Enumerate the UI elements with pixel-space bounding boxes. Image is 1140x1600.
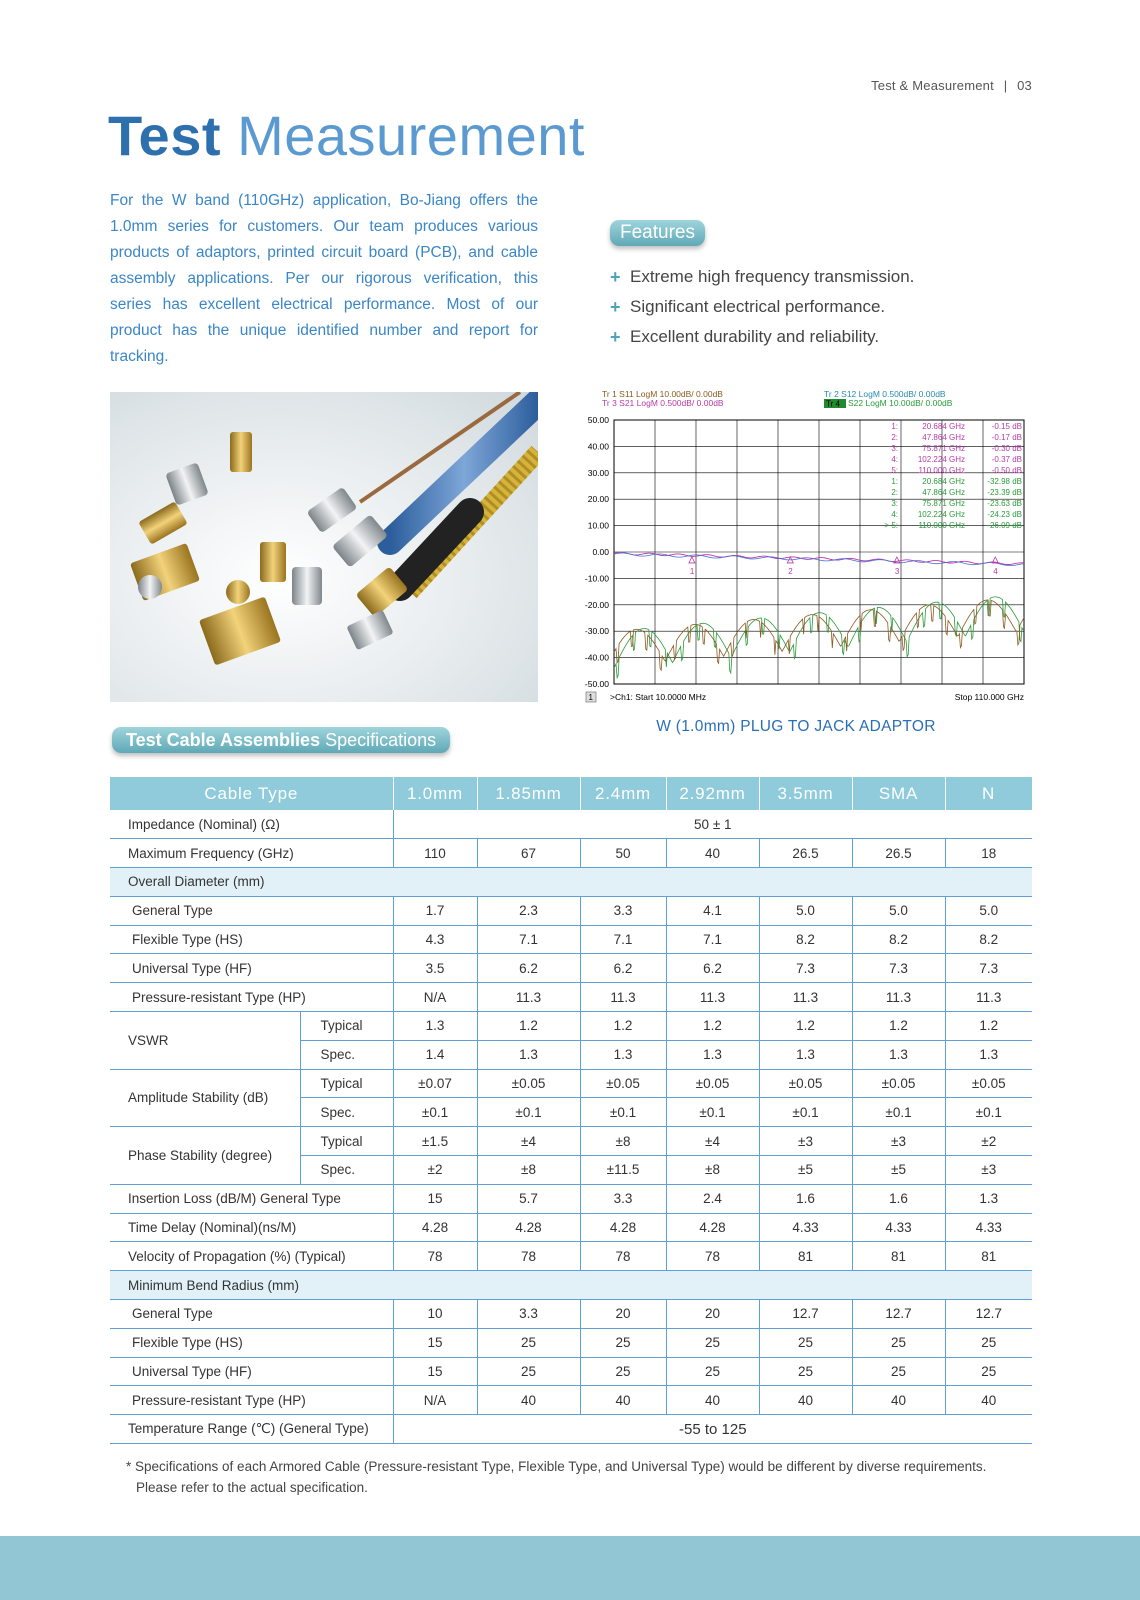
y-tick-label: 40.00 [587, 441, 609, 452]
table-cell: 7.3 [945, 954, 1032, 983]
table-cell: 12.7 [945, 1300, 1032, 1329]
table-cell: 12.7 [759, 1300, 852, 1329]
header-cell: 1.85mm [477, 777, 580, 810]
title-light: Measurement [237, 104, 585, 167]
table-cell: 67 [477, 839, 580, 868]
table-cell: 25 [477, 1357, 580, 1386]
table-cell: 12.7 [852, 1300, 945, 1329]
group-label: VSWR [110, 1012, 300, 1070]
table-cell: 4.33 [852, 1213, 945, 1242]
header-cell: N [945, 777, 1032, 810]
marker-index: 2: [891, 488, 898, 497]
table-cell: 1.4 [393, 1040, 477, 1069]
table-cell: 1.3 [945, 1184, 1032, 1213]
plot-caption: W (1.0mm) PLUG TO JACK ADAPTOR [656, 718, 936, 735]
y-tick-label: -10.00 [584, 573, 609, 584]
start-label: >Ch1: Start 10.0000 MHz [610, 692, 707, 702]
table-cell: 4.28 [580, 1213, 666, 1242]
y-tick-label: 20.00 [587, 494, 609, 505]
y-tick-label: 10.00 [587, 520, 609, 531]
channel-number: 1 [588, 693, 593, 702]
table-cell: ±11.5 [580, 1156, 666, 1185]
row-label: Flexible Type (HS) [110, 1328, 393, 1357]
connectors-photo [110, 392, 538, 702]
plus-icon: + [610, 297, 621, 317]
table-cell: 110 [393, 839, 477, 868]
table-cell: 1.6 [852, 1184, 945, 1213]
table-cell: 15 [393, 1357, 477, 1386]
y-tick-label: -50.00 [584, 679, 609, 689]
header-cell: Cable Type [110, 777, 393, 810]
tr4-label: Tr 4 [826, 399, 840, 409]
table-cell: 3.3 [580, 896, 666, 925]
table-cell: 4.33 [945, 1213, 1032, 1242]
table-cell: ±0.05 [580, 1069, 666, 1098]
table-row [110, 1386, 1032, 1415]
table-row [110, 983, 1032, 1012]
marker-index: 4: [891, 455, 898, 464]
marker-index: 2: [891, 433, 898, 442]
table-cell: 25 [580, 1328, 666, 1357]
table-cell: 20 [580, 1300, 666, 1329]
trace-header-1: Tr 1 S11 LogM 10.00dB/ 0.00dB [602, 390, 723, 399]
table-cell: ±0.1 [666, 1098, 759, 1127]
table-cell: ±0.1 [759, 1098, 852, 1127]
table-section-row [110, 868, 1032, 897]
table-cell: 11.3 [580, 983, 666, 1012]
table-row [110, 925, 1032, 954]
table-cell: 7.3 [759, 954, 852, 983]
table-cell: 3.3 [477, 1300, 580, 1329]
marker-value: -0.17 dB [991, 433, 1022, 442]
table-cell: 3.3 [580, 1184, 666, 1213]
table-cell: ±2 [945, 1127, 1032, 1156]
table-cell: 50 ± 1 [393, 810, 1032, 839]
section-label: Minimum Bend Radius (mm) [110, 1271, 1032, 1300]
table-cell: 25 [666, 1357, 759, 1386]
marker-value: -24.23 dB [987, 510, 1022, 519]
table-cell: 4.28 [666, 1213, 759, 1242]
table-cell: ±3 [852, 1127, 945, 1156]
table-cell: 26.5 [852, 839, 945, 868]
table-cell: 15 [393, 1328, 477, 1357]
table-cell: 40 [759, 1386, 852, 1415]
table-cell: 7.1 [580, 925, 666, 954]
table-cell: ±0.05 [666, 1069, 759, 1098]
footnote-line-2: Please refer to the actual specification. [136, 1480, 368, 1495]
y-tick-label: -30.00 [584, 626, 609, 637]
marker-value: -0.30 dB [991, 444, 1022, 453]
spec-heading-bold: Test Cable Assemblies [126, 730, 321, 750]
row-label: Time Delay (Nominal)(ns/M) [110, 1213, 393, 1242]
marker-frequency: 102.224 GHz [917, 455, 965, 464]
kind-label: Spec. [300, 1040, 393, 1069]
table-cell: 5.0 [852, 896, 945, 925]
table-cell: N/A [393, 1386, 477, 1415]
marker-index: 4: [891, 510, 898, 519]
marker-value: -23.39 dB [987, 488, 1022, 497]
table-header-row [110, 777, 1032, 810]
marker-value: -0.50 dB [991, 466, 1022, 475]
header-cell: 1.0mm [393, 777, 477, 810]
spec-heading [112, 727, 450, 753]
table-cell: 25 [759, 1357, 852, 1386]
table-cell: 2.4 [666, 1184, 759, 1213]
table-cell: ±0.05 [945, 1069, 1032, 1098]
table-cell: 78 [666, 1242, 759, 1271]
header-cell: SMA [852, 777, 945, 810]
trace-header-4: S22 LogM 10.00dB/ 0.00dB [848, 398, 953, 408]
spec-heading-light: Specifications [325, 730, 437, 750]
vna-svg [580, 390, 1032, 706]
header-separator: | [1003, 78, 1008, 93]
marker-index: 1: [891, 477, 898, 486]
table-cell: 8.2 [945, 925, 1032, 954]
feature-item: + Excellent durability and reliability. [610, 322, 914, 352]
intro-paragraph: For the W band (110GHz) application, Bo-Jiang offers the 1.0mm series for customers. Our team produces various products of adaptors, printed circuit board (PCB), and cable assembly applications. Per our rigorous verification, this series has excellent electrical performance. Most of our product has the unique identified number and report for tracking. [110, 192, 538, 365]
table-cell: 40 [580, 1386, 666, 1415]
page-number: 03 [1017, 78, 1032, 93]
group-label: Phase Stability (degree) [110, 1127, 300, 1185]
table-cell: 7.1 [666, 925, 759, 954]
table-cell: ±0.05 [852, 1069, 945, 1098]
marker-frequency: 75.871 GHz [922, 444, 965, 453]
table-cell: N/A [393, 983, 477, 1012]
table-cell: 11.3 [945, 983, 1032, 1012]
page-label: Test & Measurement [871, 78, 994, 93]
plus-icon: + [610, 267, 621, 287]
table-cell: ±8 [477, 1156, 580, 1185]
table-cell: ±2 [393, 1156, 477, 1185]
table-row [110, 1012, 1032, 1041]
table-cell: ±3 [759, 1127, 852, 1156]
table-cell: 78 [477, 1242, 580, 1271]
table-row [110, 1415, 1032, 1444]
row-label: Universal Type (HF) [110, 1357, 393, 1386]
table-cell: 25 [580, 1357, 666, 1386]
header-cell: 3.5mm [759, 777, 852, 810]
page-header [871, 78, 1032, 93]
table-cell: ±1.5 [393, 1127, 477, 1156]
y-tick-label: 50.00 [587, 415, 609, 425]
table-cell: ±0.07 [393, 1069, 477, 1098]
row-label: Impedance (Nominal) (Ω) [110, 810, 393, 839]
trace-header-3: Tr 3 S21 LogM 0.500dB/ 0.00dB [602, 398, 724, 408]
vna-plot [580, 390, 1032, 706]
table-cell: 1.2 [945, 1012, 1032, 1041]
table-cell: ±0.1 [393, 1098, 477, 1127]
marker-index: 3: [891, 444, 898, 453]
kind-label: Typical [300, 1012, 393, 1041]
table-cell: 50 [580, 839, 666, 868]
table-cell: 10 [393, 1300, 477, 1329]
row-label: Maximum Frequency (GHz) [110, 839, 393, 868]
table-cell: 5.7 [477, 1184, 580, 1213]
table-cell: ±0.05 [477, 1069, 580, 1098]
table-cell: 1.3 [393, 1012, 477, 1041]
table-cell: 25 [477, 1328, 580, 1357]
marker-number: 3 [894, 566, 900, 576]
table-cell: 8.2 [852, 925, 945, 954]
marker-value: -32.98 dB [987, 477, 1022, 486]
marker-frequency: 110.000 GHz [918, 521, 965, 530]
row-label: Temperature Range (℃) (General Type) [110, 1415, 393, 1444]
marker-frequency: 47.864 GHz [922, 433, 965, 442]
table-cell: 1.2 [759, 1012, 852, 1041]
header-cell: 2.4mm [580, 777, 666, 810]
table-cell: 40 [666, 1386, 759, 1415]
features-list [610, 262, 914, 352]
table-cell: 1.3 [759, 1040, 852, 1069]
table-cell: 81 [945, 1242, 1032, 1271]
table-cell: 5.0 [945, 896, 1032, 925]
table-cell: 1.2 [580, 1012, 666, 1041]
marker-value: -0.15 dB [991, 422, 1022, 431]
table-cell: 40 [852, 1386, 945, 1415]
table-cell: 78 [580, 1242, 666, 1271]
table-cell: 3.5 [393, 954, 477, 983]
table-cell: 18 [945, 839, 1032, 868]
marker-frequency: 20.684 GHz [922, 422, 965, 431]
marker-number: 2 [788, 566, 793, 576]
spec-table [110, 777, 1033, 1444]
table-row [110, 1069, 1032, 1098]
table-cell: 81 [759, 1242, 852, 1271]
table-cell: ±8 [666, 1156, 759, 1185]
table-cell: 40 [666, 839, 759, 868]
marker-index: > 5: [884, 521, 898, 530]
marker-number: 4 [993, 566, 998, 576]
marker-frequency: 20.684 GHz [922, 477, 965, 486]
marker-frequency: 102.224 GHz [917, 510, 965, 519]
kind-label: Typical [300, 1127, 393, 1156]
features-heading: Features [610, 220, 705, 246]
table-cell: 7.3 [852, 954, 945, 983]
row-label: Pressure-resistant Type (HP) [110, 983, 393, 1012]
table-cell: 4.3 [393, 925, 477, 954]
table-cell: 11.3 [666, 983, 759, 1012]
table-cell: 40 [945, 1386, 1032, 1415]
table-cell: ±8 [580, 1127, 666, 1156]
table-cell: 1.3 [852, 1040, 945, 1069]
vna-y-ticks [585, 415, 609, 689]
row-label: General Type [110, 1300, 393, 1329]
table-cell: 5.0 [759, 896, 852, 925]
table-cell: ±4 [666, 1127, 759, 1156]
table-cell: 4.28 [477, 1213, 580, 1242]
table-cell: 1.2 [666, 1012, 759, 1041]
table-cell: 25 [666, 1328, 759, 1357]
kind-label: Spec. [300, 1156, 393, 1185]
kind-label: Spec. [300, 1098, 393, 1127]
connectors-illustration [110, 392, 538, 702]
table-cell: 1.6 [759, 1184, 852, 1213]
table-cell: 1.2 [852, 1012, 945, 1041]
table-cell: 25 [852, 1357, 945, 1386]
table-row [110, 1184, 1032, 1213]
marker-index: 1: [891, 422, 898, 431]
table-cell: 25 [945, 1357, 1032, 1386]
table-cell: ±5 [852, 1156, 945, 1185]
page-title [108, 104, 585, 167]
table-row [110, 1242, 1032, 1271]
table-row [110, 896, 1032, 925]
y-tick-label: 0.00 [592, 547, 609, 557]
title-bold: Test [108, 104, 221, 167]
y-tick-label: -20.00 [584, 599, 609, 610]
marker-value: -26.09 dB [987, 521, 1022, 530]
marker-index: 3: [891, 499, 898, 508]
table-cell: ±0.1 [580, 1098, 666, 1127]
row-label: Flexible Type (HS) [110, 925, 393, 954]
row-label: Universal Type (HF) [110, 954, 393, 983]
marker-value: -23.63 dB [987, 499, 1022, 508]
table-row [110, 810, 1032, 839]
table-row [110, 1213, 1032, 1242]
table-cell: 25 [945, 1328, 1032, 1357]
table-cell: 6.2 [666, 954, 759, 983]
table-cell: ±4 [477, 1127, 580, 1156]
table-cell: 6.2 [580, 954, 666, 983]
feature-item: + Extreme high frequency transmission. [610, 262, 914, 292]
table-cell: 11.3 [759, 983, 852, 1012]
y-tick-label: -40.00 [584, 652, 609, 663]
table-cell: ±0.1 [852, 1098, 945, 1127]
table-cell: 1.2 [477, 1012, 580, 1041]
table-cell: 11.3 [477, 983, 580, 1012]
table-cell: 4.28 [393, 1213, 477, 1242]
table-cell: 11.3 [852, 983, 945, 1012]
table-row [110, 1328, 1032, 1357]
section-label: Overall Diameter (mm) [110, 868, 1032, 897]
table-cell: ±5 [759, 1156, 852, 1185]
row-label: Insertion Loss (dB/M) General Type [110, 1184, 393, 1213]
table-cell: 2.3 [477, 896, 580, 925]
footer-band [0, 1536, 1140, 1600]
marker-value: -0.37 dB [991, 455, 1022, 464]
table-cell: 8.2 [759, 925, 852, 954]
row-label: General Type [110, 896, 393, 925]
trace-header-2: Tr 2 S12 LogM 0.500dB/ 0.00dB [824, 390, 946, 399]
table-cell: 1.3 [580, 1040, 666, 1069]
marker-frequency: 47.864 GHz [922, 488, 965, 497]
marker-index: 5: [891, 466, 898, 475]
table-cell: 1.7 [393, 896, 477, 925]
table-row [110, 839, 1032, 868]
table-row [110, 954, 1032, 983]
plus-icon: + [610, 327, 621, 347]
marker-number: 1 [689, 566, 695, 576]
table-cell: 4.1 [666, 896, 759, 925]
row-label: Velocity of Propagation (%) (Typical) [110, 1242, 393, 1271]
table-cell: ±0.1 [477, 1098, 580, 1127]
kind-label: Typical [300, 1069, 393, 1098]
table-cell: 78 [393, 1242, 477, 1271]
table-cell: ±0.1 [945, 1098, 1032, 1127]
marker-frequency: 75.871 GHz [922, 499, 965, 508]
table-cell: 1.3 [666, 1040, 759, 1069]
stop-label: Stop 110.000 GHz [954, 692, 1024, 702]
y-tick-label: 30.00 [587, 467, 609, 478]
row-label: Pressure-resistant Type (HP) [110, 1386, 393, 1415]
table-cell: 7.1 [477, 925, 580, 954]
table-cell: 26.5 [759, 839, 852, 868]
table-section-row [110, 1271, 1032, 1300]
footnote-line-1: * Specifications of each Armored Cable (Pressure-resistant Type, Flexible Type, and Universal Type) would be different by diverse requirements. [126, 1459, 987, 1474]
table-cell: 1.3 [945, 1040, 1032, 1069]
table-cell: 4.33 [759, 1213, 852, 1242]
table-cell: 40 [477, 1386, 580, 1415]
table-cell: 6.2 [477, 954, 580, 983]
footnote [126, 1456, 1046, 1498]
table-row [110, 1357, 1032, 1386]
table-row [110, 1127, 1032, 1156]
table-cell: 1.3 [477, 1040, 580, 1069]
marker-frequency: 110.000 GHz [918, 466, 965, 475]
table-cell: 81 [852, 1242, 945, 1271]
group-label: Amplitude Stability (dB) [110, 1069, 300, 1127]
table-cell: 20 [666, 1300, 759, 1329]
feature-item: + Significant electrical performance. [610, 292, 914, 322]
table-cell: 15 [393, 1184, 477, 1213]
table-cell: 25 [852, 1328, 945, 1357]
table-cell: ±0.05 [759, 1069, 852, 1098]
table-cell: ±3 [945, 1156, 1032, 1185]
table-cell: -55 to 125 [393, 1415, 1032, 1444]
table-row [110, 1300, 1032, 1329]
header-cell: 2.92mm [666, 777, 759, 810]
table-cell: 25 [759, 1328, 852, 1357]
